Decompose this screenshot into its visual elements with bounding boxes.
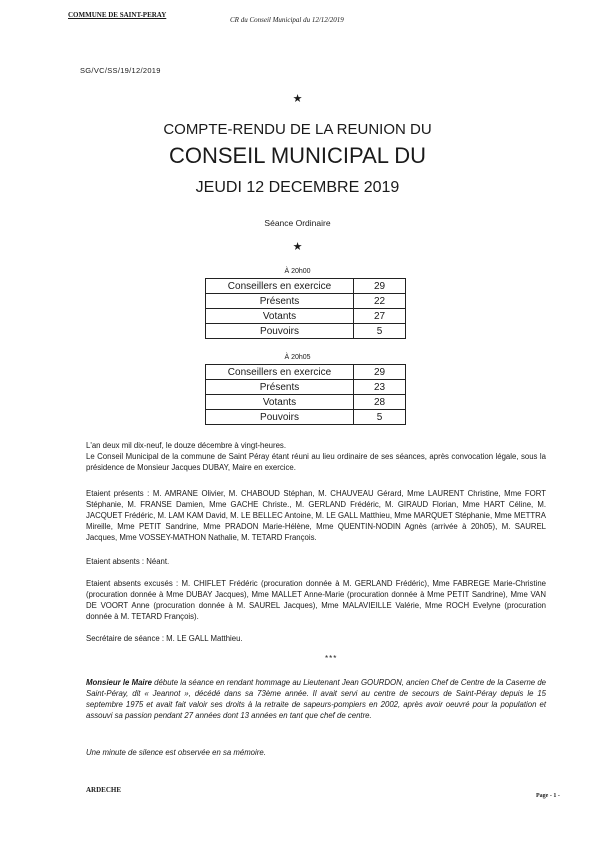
presents-paragraph: Etaient présents : M. AMRANE Olivier, M. CHABOUD Stéphan, M. CHAUVEAU Gérard, Mme LAURENT Christine, Mme FORT Stéphanie, M. FRANSE Damien, Mme GACHE Christe., M. GERLAND Frédéric, M. GIRAUD Florian, Mme HART Céline, M. JACQUET Frédéric, M. LAM KAM David, M. LE BELLEC Antoine, M. LE GALL Matthieu, Mme MARQUET Stéphanie, Mme METTRA Mireille, Mme PETIT Sandrine, Mme PRADON Marie-Hélène, Mme QUENTIN-NODIN Agnès (arrivée à 20h05), M. SAUREL Jacques, Mme VOSSEY-MATHON Nathalie, M. TETARD François. <box>86 489 546 542</box>
secretaire-paragraph: Secrétaire de séance : M. LE GALL Matthieu. <box>86 634 243 643</box>
star-icon: ★ <box>292 93 303 105</box>
table-cell-value: 29 <box>354 279 406 294</box>
hommage-text: débute la séance en rendant hommage au Lieutenant Jean GOURDON, ancien Chef de Centre de la Caserne de Saint-Péray, dit « Jeannot », décédé dans sa 73ème année. Il avait servi au centre de secours de Saint-Péray depuis le 15 septembre 1975 et avait fait valoir ses droits à la retraite de sapeurs-pompiers en 2002, après avoir oeuvré pour la population et assouvi sa passion pendant 27 années dont 13 années en tant que chef de centre. <box>86 678 547 720</box>
table-row <box>206 309 406 324</box>
minute-silence-paragraph: Une minute de silence est observée en sa mémoire. <box>86 748 266 757</box>
table-row <box>206 395 406 410</box>
table-row <box>206 410 406 425</box>
hommage-paragraph <box>86 677 546 721</box>
title-line-2: CONSEIL MUNICIPAL DU <box>168 143 427 168</box>
header-commune: COMMUNE DE SAINT-PERAY <box>68 11 167 19</box>
absents-paragraph: Etaient absents : Néant. <box>86 557 170 566</box>
table2-time: À 20h05 <box>284 354 311 361</box>
table-row <box>206 365 406 380</box>
footer-page-number: Page - 1 - <box>536 793 560 799</box>
table-cell-value: 27 <box>354 309 406 324</box>
excuses-paragraph: Etaient absents excusés : M. CHIFLET Frédéric (procuration donnée à M. GERLAND Frédéric), Mme FABREGE Marie-Christine (procuration donnée à Mme DUBAY Jacques), Mme MALLET Anne-Marie (procuration donnée à Mme PETIT Sandrine), Mme VAN DE VOORT Anne (procuration donnée à M. SAUREL Jacques), Mme MALAVIEILLE Valérie, Mme ROCH Evelyne (procuration donnée à M. TETARD François). <box>86 579 546 621</box>
table-cell-label: Conseillers en exercice <box>206 365 354 380</box>
table-row <box>206 380 406 395</box>
seance-type: Séance Ordinaire <box>264 218 331 228</box>
table-cell-value: 23 <box>354 380 406 395</box>
title-line-1: COMPTE-RENDU DE LA REUNION DU <box>163 121 432 138</box>
table-row <box>206 279 406 294</box>
hommage-lead: Monsieur le Maire <box>86 678 152 687</box>
table-cell-label: Présents <box>206 380 354 395</box>
star-icon: ★ <box>292 241 303 253</box>
table-cell-label: Pouvoirs <box>206 324 354 339</box>
table-cell-value: 29 <box>354 365 406 380</box>
table-cell-value: 5 <box>354 324 406 339</box>
table-cell-label: Conseillers en exercice <box>206 279 354 294</box>
table-cell-value: 28 <box>354 395 406 410</box>
table-cell-label: Pouvoirs <box>206 410 354 425</box>
intro-line-1: L'an deux mil dix-neuf, le douze décembre à vingt-heures. <box>86 441 286 450</box>
title-line-3: JEUDI 12 DECEMBRE 2019 <box>195 179 400 196</box>
document-reference: SG/VC/SS/19/12/2019 <box>80 66 161 75</box>
table-cell-label: Présents <box>206 294 354 309</box>
table-cell-label: Votants <box>206 309 354 324</box>
footer-department: ARDECHE <box>86 786 122 794</box>
intro-paragraph <box>86 440 546 473</box>
intro-line-2: Le Conseil Municipal de la commune de Saint Péray étant réuni au lieu ordinaire de ses séances, après convocation légale, sous la présidence de Monsieur Jacques DUBAY, Maire en exercice. <box>86 452 546 472</box>
table-row <box>206 324 406 339</box>
table-cell-value: 5 <box>354 410 406 425</box>
table-row <box>206 294 406 309</box>
header-document-title: CR du Conseil Municipal du 12/12/2019 <box>230 16 344 24</box>
separator: *** <box>325 654 338 663</box>
table1-time: À 20h00 <box>284 268 311 275</box>
table-cell-label: Votants <box>206 395 354 410</box>
table-cell-value: 22 <box>354 294 406 309</box>
attendance-table-20h05 <box>205 364 406 425</box>
attendance-table-20h00 <box>205 278 406 339</box>
